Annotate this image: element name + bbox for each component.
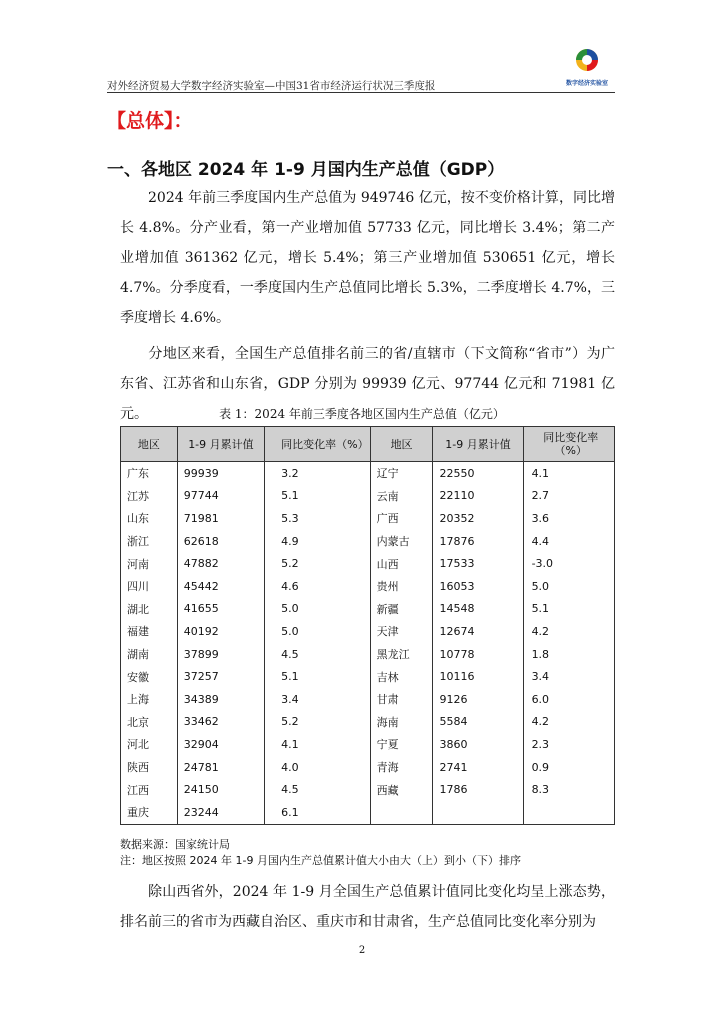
cell-value-2: 12674 xyxy=(433,620,523,643)
cell-region: 四川 xyxy=(121,575,178,598)
table-row xyxy=(121,733,615,756)
cell-region-2: 云南 xyxy=(370,485,433,508)
page-number: 2 xyxy=(358,945,366,956)
cell-value-2: 22550 xyxy=(433,462,523,485)
cell-region-2: 黑龙江 xyxy=(370,643,433,666)
table-row xyxy=(121,756,615,779)
cell-value: 45442 xyxy=(177,575,264,598)
cell-value: 40192 xyxy=(177,620,264,643)
table-body xyxy=(121,462,615,825)
cell-rate-2: 3.4 xyxy=(523,665,614,688)
table-caption: 表 1：2024 年前三季度各地区国内生产总值（亿元） xyxy=(219,407,505,421)
cell-value: 47882 xyxy=(177,552,264,575)
cell-rate: 4.9 xyxy=(265,530,371,553)
cell-value: 34389 xyxy=(177,688,264,711)
cell-value-2: 16053 xyxy=(433,575,523,598)
cell-region-2: 海南 xyxy=(370,711,433,734)
table-row xyxy=(121,552,615,575)
cell-region-2: 青海 xyxy=(370,756,433,779)
cell-rate-2: 4.2 xyxy=(523,620,614,643)
cell-region: 北京 xyxy=(121,711,178,734)
cell-value-2: 17876 xyxy=(433,530,523,553)
cell-rate-2: -3.0 xyxy=(523,552,614,575)
cell-value: 71981 xyxy=(177,507,264,530)
table-note: 注：地区按照 2024 年 1-9 月国内生产总值累计值大小由大（上）到小（下）排序 xyxy=(120,854,521,867)
cell-rate: 5.1 xyxy=(265,485,371,508)
cell-region-2: 宁夏 xyxy=(370,733,433,756)
data-source: 数据来源：国家统计局 xyxy=(120,838,230,851)
table-row xyxy=(121,778,615,801)
cell-value: 23244 xyxy=(177,801,264,824)
table-row xyxy=(121,507,615,530)
cell-rate: 3.2 xyxy=(265,462,371,485)
cell-region: 河南 xyxy=(121,552,178,575)
cell-value: 33462 xyxy=(177,711,264,734)
paragraph-gdp-overview xyxy=(120,183,615,333)
cell-rate-2: 8.3 xyxy=(523,778,614,801)
cell-region-2: 西藏 xyxy=(370,778,433,801)
cell-rate: 5.1 xyxy=(265,665,371,688)
cell-region: 山东 xyxy=(121,507,178,530)
header-region-2: 地区 xyxy=(370,427,433,462)
cell-value-2: 10116 xyxy=(433,665,523,688)
cell-region-2: 内蒙古 xyxy=(370,530,433,553)
cell-value: 99939 xyxy=(177,462,264,485)
cell-value: 41655 xyxy=(177,598,264,621)
header-value-2: 1-9 月累计值 xyxy=(433,427,523,462)
cell-value-2: 5584 xyxy=(433,711,523,734)
cell-rate-2: 4.1 xyxy=(523,462,614,485)
table-row xyxy=(121,530,615,553)
cell-region-2: 天津 xyxy=(370,620,433,643)
cell-value-2: 14548 xyxy=(433,598,523,621)
cell-region: 河北 xyxy=(121,733,178,756)
cell-rate-2 xyxy=(523,801,614,824)
header-value: 1-9 月累计值 xyxy=(177,427,264,462)
table-row xyxy=(121,598,615,621)
header-rate: 同比变化率（%） xyxy=(265,427,371,462)
cell-region: 广东 xyxy=(121,462,178,485)
logo-text: 数字经济实验室 xyxy=(565,80,608,87)
cell-region-2: 贵州 xyxy=(370,575,433,598)
header-rate-2: 同比变化率（%） xyxy=(523,427,614,462)
header-region: 地区 xyxy=(121,427,178,462)
cell-rate-2: 0.9 xyxy=(523,756,614,779)
cell-rate-2: 1.8 xyxy=(523,643,614,666)
cell-region-2: 山西 xyxy=(370,552,433,575)
cell-rate-2: 4.2 xyxy=(523,711,614,734)
cell-region-2: 甘肃 xyxy=(370,688,433,711)
cell-region: 福建 xyxy=(121,620,178,643)
cell-value-2: 17533 xyxy=(433,552,523,575)
cell-value-2: 3860 xyxy=(433,733,523,756)
cell-value-2: 9126 xyxy=(433,688,523,711)
lab-logo xyxy=(559,48,615,90)
cell-rate-2: 3.6 xyxy=(523,507,614,530)
cell-region: 江苏 xyxy=(121,485,178,508)
cell-rate: 5.3 xyxy=(265,507,371,530)
paragraph-text: 分地区来看，全国生产总值排名前三的省/直辖市（下文简称“省市”）为广东省、江苏省和山东省，GDP 分别为 99939 亿元、97744 亿元和 71981 亿元。 xyxy=(120,346,615,422)
cell-region-2 xyxy=(370,801,433,824)
cell-value-2: 10778 xyxy=(433,643,523,666)
table-row xyxy=(121,688,615,711)
running-title: 对外经济贸易大学数字经济实验室—中国31省市经济运行状况三季度报 xyxy=(107,80,436,92)
cell-region-2: 辽宁 xyxy=(370,462,433,485)
cell-region: 湖北 xyxy=(121,598,178,621)
table-row xyxy=(121,462,615,485)
cell-rate: 4.5 xyxy=(265,643,371,666)
paragraph-text: 除山西省外，2024 年 1-9 月全国生产总值累计值同比变化均呈上涨态势，排名前三的省市为西藏自治区、重庆市和甘肃省，生产总值同比变化率分别为 xyxy=(120,884,615,930)
cell-rate-2: 2.7 xyxy=(523,485,614,508)
table-row xyxy=(121,485,615,508)
cell-value-2: 2741 xyxy=(433,756,523,779)
gdp-table xyxy=(120,426,615,825)
cell-region: 浙江 xyxy=(121,530,178,553)
cell-rate: 5.2 xyxy=(265,552,371,575)
table-row xyxy=(121,643,615,666)
table-header-row xyxy=(121,427,615,462)
globe-logo-icon xyxy=(575,48,599,76)
cell-value: 24150 xyxy=(177,778,264,801)
table-row xyxy=(121,575,615,598)
paragraph-text: 2024 年前三季度国内生产总值为 949746 亿元，按不变价格计算，同比增长 4.8%。分产业看，第一产业增加值 57733 亿元，同比增长 3.4%；第二产业增加值 361362 亿元，增长 5.4%；第三产业增加值 530651 亿元，增长 4.7%。分季度看，一季度国内生产总值同比增长 5.3%，二季度增长 4.7%，三季度增长 4.6%。 xyxy=(120,190,615,326)
cell-region: 湖南 xyxy=(121,643,178,666)
cell-value: 32904 xyxy=(177,733,264,756)
cell-region: 重庆 xyxy=(121,801,178,824)
cell-region-2: 新疆 xyxy=(370,598,433,621)
cell-rate: 5.2 xyxy=(265,711,371,734)
cell-value-2: 1786 xyxy=(433,778,523,801)
cell-value-2: 22110 xyxy=(433,485,523,508)
cell-value: 97744 xyxy=(177,485,264,508)
cell-value: 37257 xyxy=(177,665,264,688)
cell-rate: 4.0 xyxy=(265,756,371,779)
header-rule xyxy=(107,92,615,93)
cell-region-2: 广西 xyxy=(370,507,433,530)
cell-value-2: 20352 xyxy=(433,507,523,530)
cell-region: 陕西 xyxy=(121,756,178,779)
cell-region: 安徽 xyxy=(121,665,178,688)
cell-rate: 4.1 xyxy=(265,733,371,756)
cell-rate: 6.1 xyxy=(265,801,371,824)
cell-rate-2: 4.4 xyxy=(523,530,614,553)
section-heading: 一、各地区 2024 年 1-9 月国内生产总值（GDP） xyxy=(107,160,505,180)
cell-rate-2: 5.1 xyxy=(523,598,614,621)
section-label: 【总体】： xyxy=(107,110,193,132)
cell-rate: 5.0 xyxy=(265,598,371,621)
cell-value: 37899 xyxy=(177,643,264,666)
cell-value: 62618 xyxy=(177,530,264,553)
cell-rate: 5.0 xyxy=(265,620,371,643)
cell-rate: 4.6 xyxy=(265,575,371,598)
page-header xyxy=(107,48,615,94)
cell-rate-2: 2.3 xyxy=(523,733,614,756)
cell-value-2 xyxy=(433,801,523,824)
cell-rate-2: 6.0 xyxy=(523,688,614,711)
cell-rate: 3.4 xyxy=(265,688,371,711)
table-row xyxy=(121,620,615,643)
paragraph-growth xyxy=(120,877,615,937)
cell-rate-2: 5.0 xyxy=(523,575,614,598)
table-row xyxy=(121,711,615,734)
table-row xyxy=(121,801,615,824)
cell-region-2: 吉林 xyxy=(370,665,433,688)
cell-region: 上海 xyxy=(121,688,178,711)
table-row xyxy=(121,665,615,688)
cell-rate: 4.5 xyxy=(265,778,371,801)
cell-region: 江西 xyxy=(121,778,178,801)
cell-value: 24781 xyxy=(177,756,264,779)
